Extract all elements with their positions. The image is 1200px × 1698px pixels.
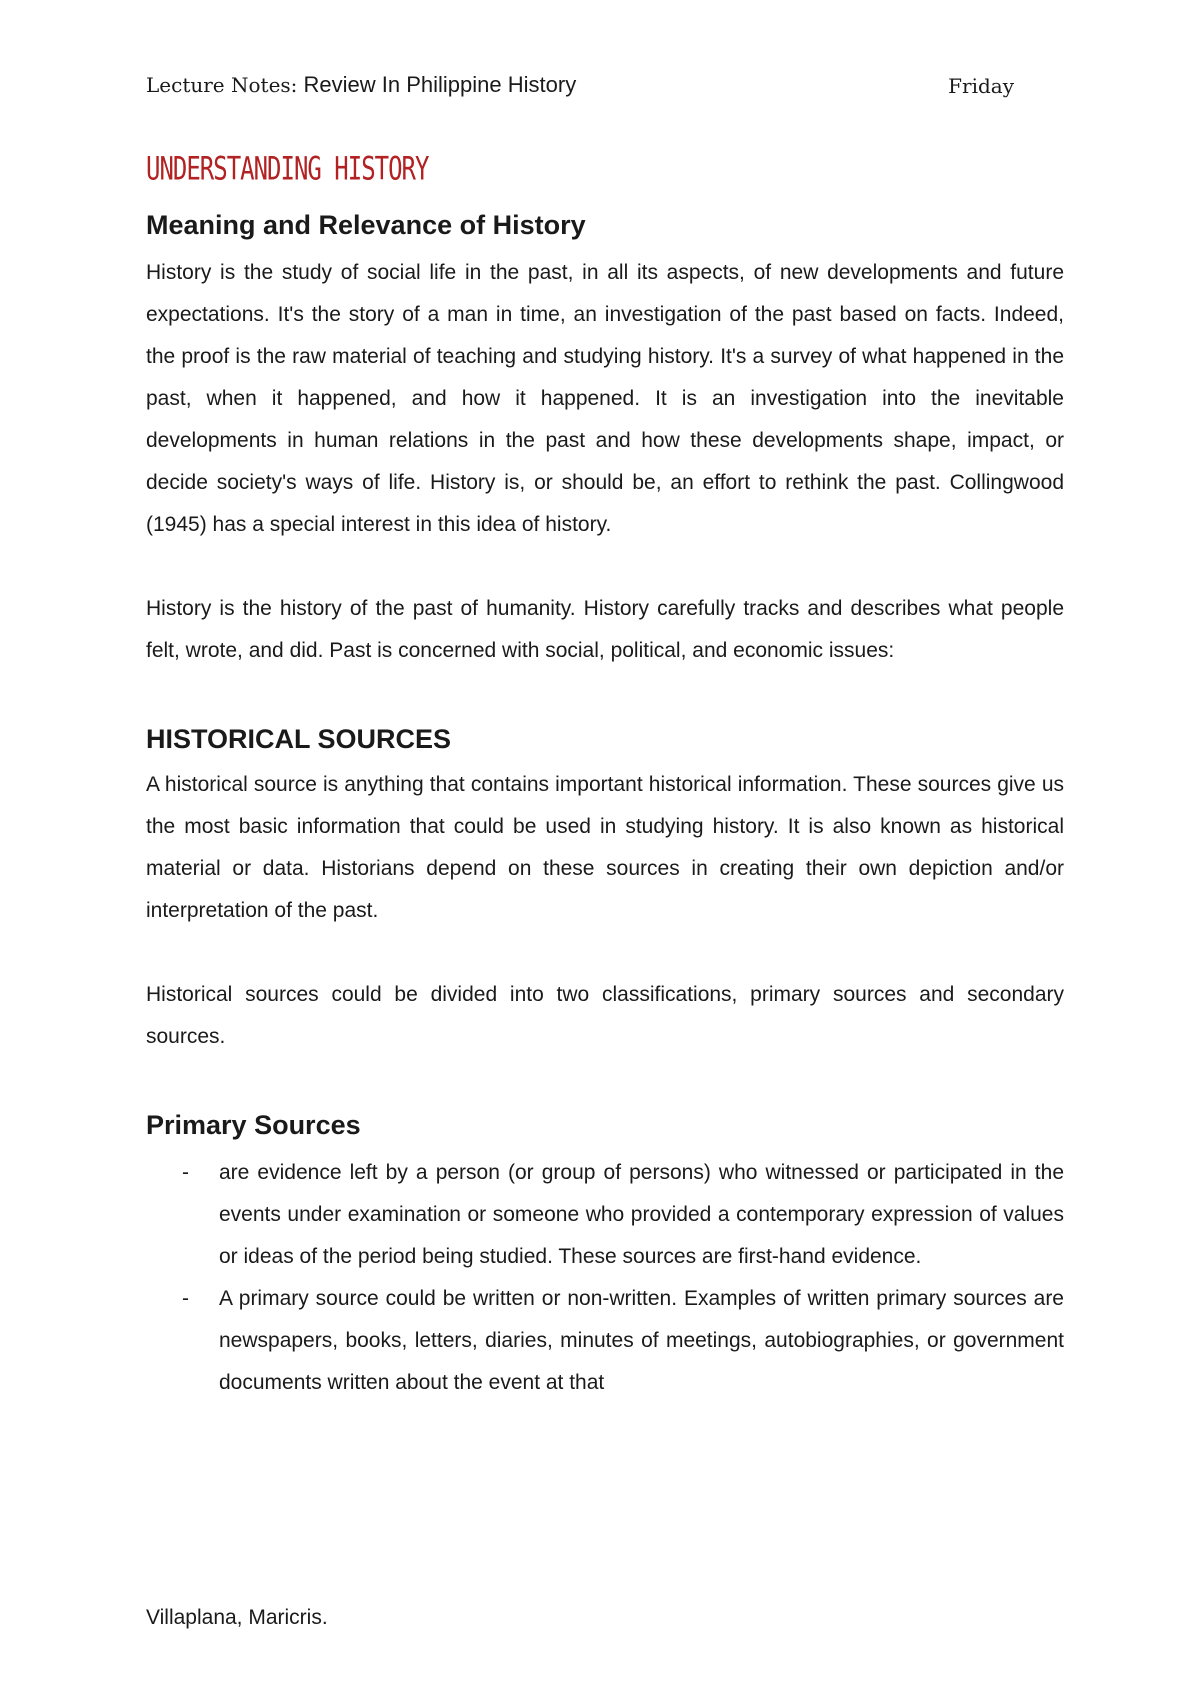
page-footer-author: Villaplana, Maricris. [146,1606,328,1629]
list-item [146,1152,1064,1278]
spacer [146,546,1064,588]
list-item-text: A primary source could be written or non-written. Examples of written primary sources are newspapers, books, letters, diaries, minutes of meetings, autobiographies, or government documents written about the event at that [219,1287,1064,1394]
list-item-text: are evidence left by a person (or group of persons) who witnessed or participated in the events under examination or someone who provided a contemporary expression of values or ideas of the period being studied. These sources are first-hand evidence. [219,1161,1064,1268]
historical-sources-paragraph-2: Historical sources could be divided into two classifications, primary sources and secondary sources. [146,983,1064,1048]
page-header [146,72,1066,102]
dash-bullet: - [182,1287,189,1310]
spacer [146,932,1064,974]
section-banner: UNDERSTANDING HISTORY [146,150,429,188]
historical-sources-heading: HISTORICAL SOURCES [146,724,452,754]
page-content [146,150,1064,1404]
meaning-paragraph-1: History is the study of social life in the past, in all its aspects, of new developments and future expectations. It's the story of a man in time, an investigation of the past based on facts. Indeed, the proof is the raw material of teaching and studying history. It's a survey of what happened in the past, when it happened, and how it happened. It is an investigation into the inevitable developments in human relations in the past and how these developments shape, impact, or decide society's ways of life. History is, or should be, an effort to rethink the past. Collingwood (1945) has a special interest in this idea of history. [146,261,1064,536]
header-title-line [146,72,576,98]
historical-sources-paragraph-1: A historical source is anything that contains important historical information. These sources give us the most basic information that could be used in studying history. It is also known as historical material or data. Historians depend on these sources in creating their own depiction and/or interpretation of the past. [146,773,1064,922]
primary-sources-heading: Primary Sources [146,1110,361,1140]
header-prefix: Lecture Notes: [146,73,298,97]
dash-bullet: - [182,1161,189,1184]
header-day: Friday [948,74,1014,98]
header-course-title: Review In Philippine History [297,72,577,97]
list-item [146,1278,1064,1404]
meaning-paragraph-2: History is the history of the past of humanity. History carefully tracks and describes what people felt, wrote, and did. Past is concerned with social, political, and economic issues: [146,597,1064,662]
spacer [146,1058,1064,1108]
meaning-heading: Meaning and Relevance of History [146,210,586,240]
primary-sources-list [146,1152,1064,1404]
spacer [146,672,1064,722]
